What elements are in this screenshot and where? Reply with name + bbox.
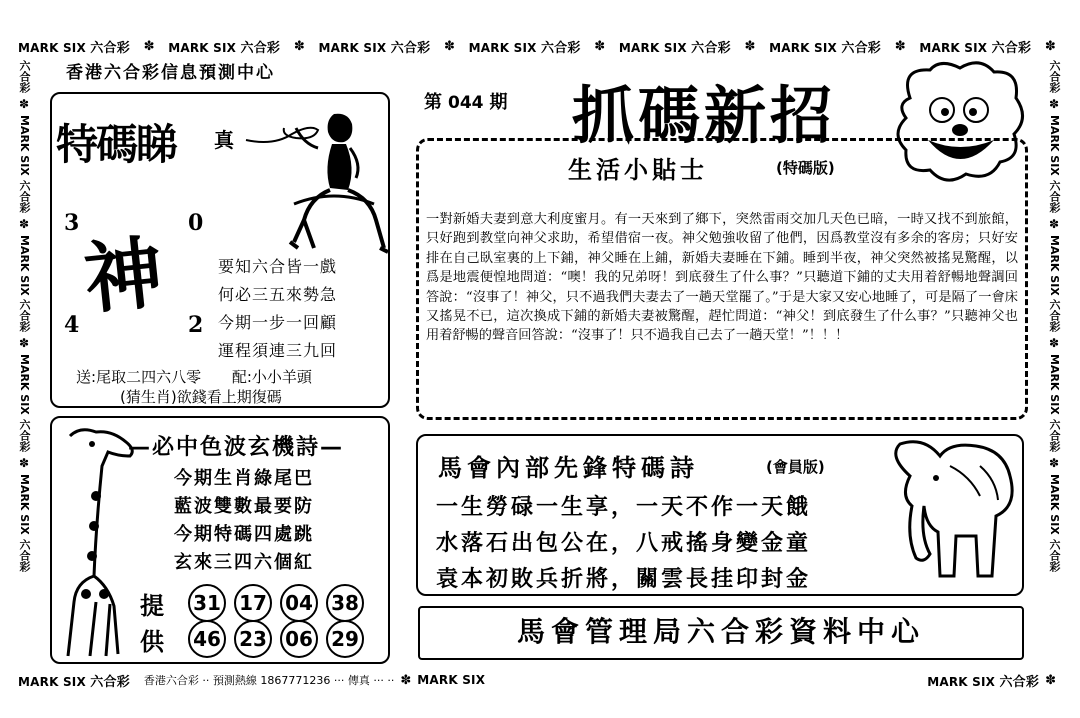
left-border-strip [12,60,36,666]
flower-icon: ✽ [744,38,756,54]
tema-zhen: 真 [214,128,234,152]
brand-mark: MARK SIX 六合彩 [168,40,281,56]
send-line: 送:尾取二四六八零 配:小小羊頭 [76,368,312,386]
number-ball: 31 [188,584,226,622]
sebo-line: 玄來三四六個紅 [174,552,314,573]
tips-story: 一對新婚夫妻到意大利度蜜月。有一天來到了鄉下，突然雷雨交加几天色已暗，一時又找不到旅館，只好跑到教堂向神父求助，希望借宿一夜。神父勉強收留了他們，因爲教堂沒有多余的客房；只好安排在自己臥室裏的上下鋪，神父睡在上鋪，新婚夫妻睡在下鋪。睡到半夜，神父突然被搖晃驚醒，以爲是地震便惶地問道：“噢！我的兄弟呀！到底發生了什么事？”只聽道下鋪的丈夫用着舒暢地聲調回答說：“沒事了！神父，只不過我們夫妻去了一趟天堂罷了。”于是大家又安心地睡了，可是隔了一會床又搖晃不已，這次換成下鋪的新婚夫妻被驚醒，趕忙問道：“神父！到底發生了什么事？”只聽神父也用着舒暢的聲音回答說：“沒事了！只不過我自己去了一趟天堂！”！！！ [426,212,1018,344]
issue-label: 第 044 期 [424,92,508,113]
poem-line: 何必三五來勢急 [218,285,338,304]
number-ball: 17 [234,584,272,622]
center-title: 香港六合彩信息預測中心 [66,63,275,83]
sebo-line: 今期特碼四處跳 [174,524,314,545]
woman-illustration [274,108,394,258]
brand-mark: MARK SIX 六合彩 [919,40,1032,56]
sebo-title: —必中色波玄機詩— [128,435,345,460]
brand-mark: MARK SIX 六合彩 [18,40,130,56]
tema-num-tr: 0 [188,210,204,236]
ti-label: 提 [140,592,164,620]
flower-icon: ✽ [18,97,30,111]
flower-icon: ✽ [143,38,155,54]
center-title: 馬會管理局六合彩資料中心 [516,615,925,648]
guess-line: (猜生肖)欲錢看上期復碼 [120,388,282,406]
brand-mark: 六合彩 [18,60,31,93]
brand-mark: MARK SIX [417,673,486,687]
flower-icon: ✽ [293,38,305,54]
flower-icon: ✽ [1048,336,1060,351]
sebo-line: 藍波雙數最要防 [174,496,314,517]
flower-icon: ✽ [444,38,455,54]
number-ball: 04 [280,584,318,622]
horse-line: 袁本初敗兵折將，關雲長挂印封金 [436,567,812,592]
flower-icon: ✽ [1045,672,1056,688]
flower-icon: ✽ [18,336,30,351]
flower-icon: ✽ [1048,97,1060,111]
flower-icon: ✽ [1044,38,1056,54]
flower-icon: ✽ [1048,455,1060,470]
brand-mark: MARK SIX 六合彩 [1048,354,1061,452]
horse-line: 一生勞碌一生享，一天不作一天餓 [436,495,812,520]
tema-num-bl: 4 [64,312,80,338]
brand-mark: MARK SIX 六合彩 [318,40,431,56]
brand-mark: MARK SIX 六合彩 [927,674,1040,690]
number-ball: 23 [234,620,272,658]
shen-character: 神 [80,228,168,326]
poem-line: 今期一步一回顧 [218,313,338,332]
number-ball: 29 [326,620,364,658]
flower-icon: ✽ [594,38,606,54]
poem-line: 運程須連三九回 [218,341,338,360]
brand-mark: MARK SIX 六合彩 [18,473,31,572]
horse-subtitle: (會員版) [766,458,825,476]
giraffe-illustration [56,426,136,662]
tips-title: 生活小貼士 [568,156,708,184]
flower-icon: ✽ [18,455,30,470]
brand-mark: MARK SIX 六合彩 [618,40,731,56]
flower-icon: ✽ [400,672,412,688]
brand-mark: MARK SIX 六合彩 [18,234,31,333]
horse-line: 水落石出包公在，八戒搖身變金童 [436,531,812,556]
number-ball: 46 [188,620,226,658]
footer-hotline: 香港六合彩 ·· 預測熱線 1867771236 ··· 傳真 ··· ·· [143,674,395,687]
brand-mark: MARK SIX 六合彩 [1048,115,1061,213]
brand-mark: MARK SIX 六合彩 [18,115,31,213]
brand-mark: MARK SIX 六合彩 [1048,234,1061,333]
brand-mark: MARK SIX 六合彩 [468,40,581,56]
top-border-strip [18,36,1062,56]
right-border-strip [1042,60,1066,666]
brand-mark: MARK SIX 六合彩 [1048,473,1061,572]
brand-mark: MARK SIX 六合彩 [769,40,881,56]
big-title: 抓碼新招 [572,79,837,152]
horse-title: 馬會內部先鋒特碼詩 [438,454,699,482]
tema-title: 特碼睇 [56,120,177,169]
sebo-line: 今期生肖綠尾巴 [174,468,314,489]
brand-mark: 六合彩 [1048,60,1061,93]
brand-mark: MARK SIX 六合彩 [18,354,31,452]
flower-icon: ✽ [894,38,906,54]
tema-num-tl: 3 [64,210,80,236]
flower-icon: ✽ [18,216,30,231]
brand-mark: MARK SIX 六合彩 [18,674,130,690]
number-ball: 06 [280,620,318,658]
tips-subtitle: (特碼版) [776,159,835,177]
tema-num-br: 2 [188,312,204,338]
poem-line: 要知六合皆一戲 [218,257,338,276]
gong-label: 供 [140,628,164,656]
elephant-illustration [880,436,1020,586]
bottom-border-strip [18,670,1062,690]
number-ball: 38 [326,584,364,622]
flower-icon: ✽ [1048,216,1060,231]
